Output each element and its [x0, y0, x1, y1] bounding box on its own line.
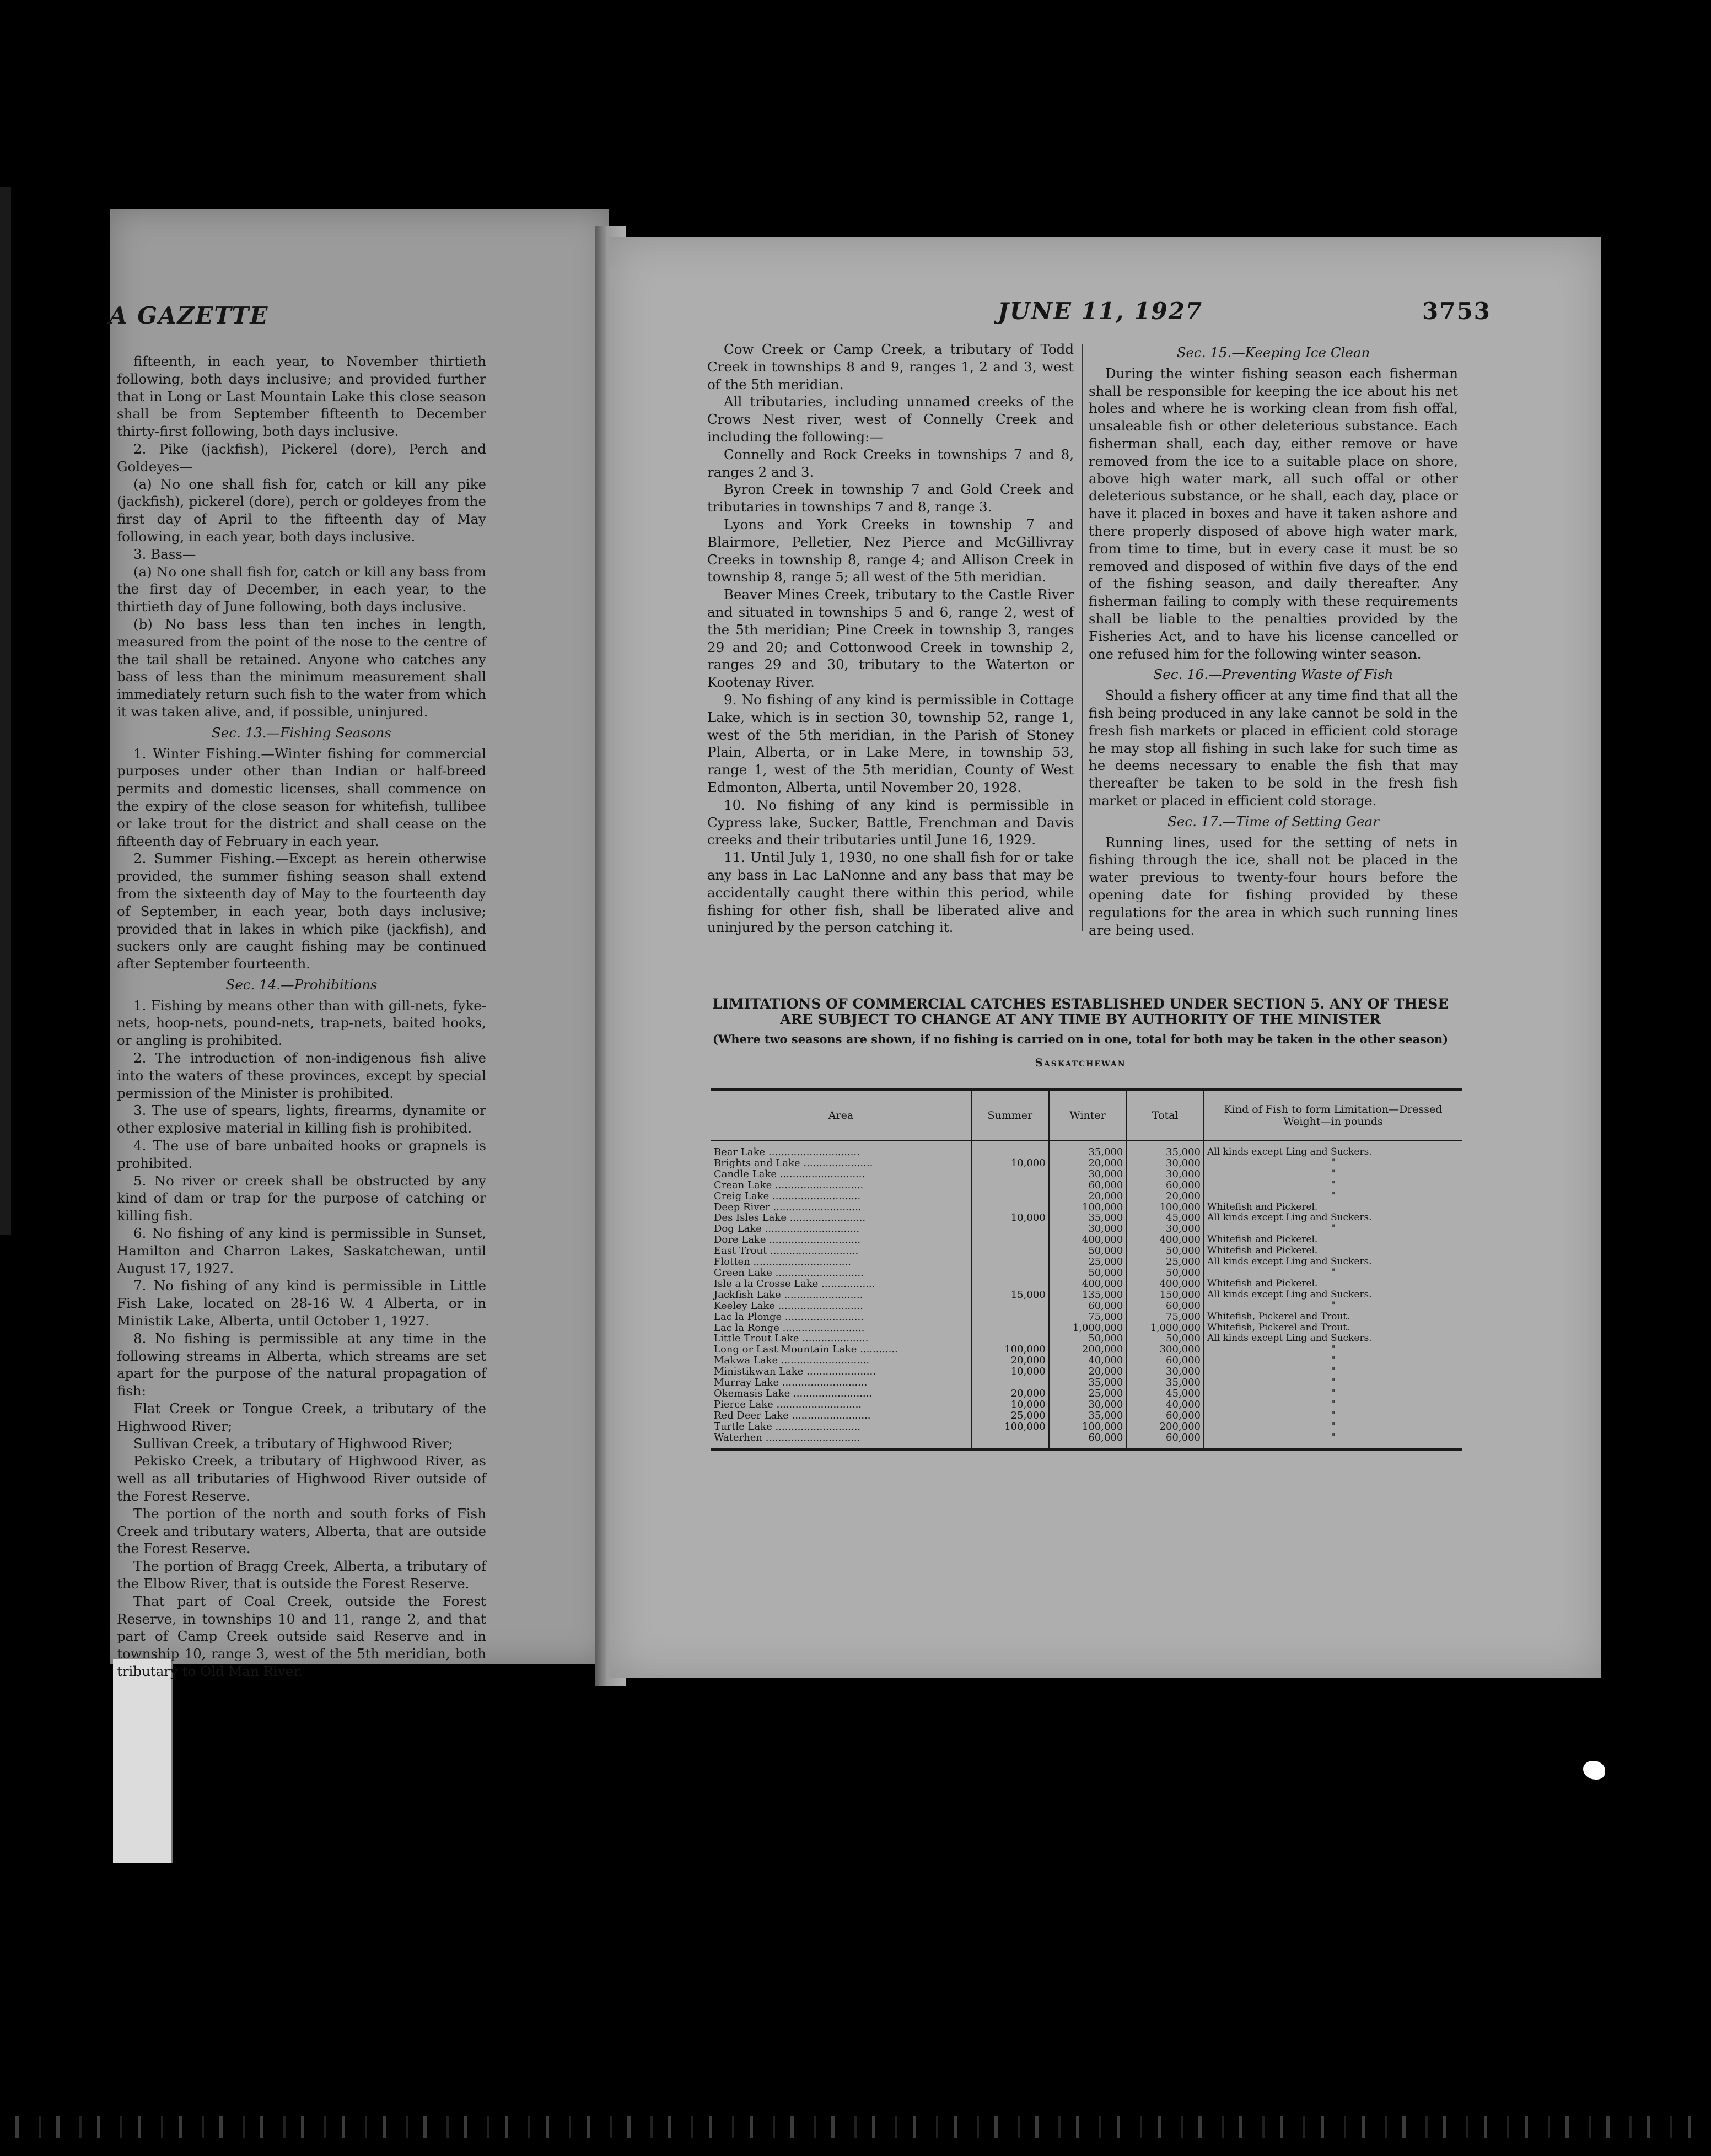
kind-cell: ": [1204, 1410, 1462, 1421]
left-page-header: A GAZETTE: [109, 302, 269, 329]
kind-cell: Whitefish and Pickerel.: [1204, 1235, 1462, 1246]
total-cell: 60,000: [1126, 1432, 1204, 1450]
total-cell: 400,000: [1126, 1235, 1204, 1246]
total-cell: 30,000: [1126, 1169, 1204, 1180]
total-cell: 200,000: [1126, 1421, 1204, 1432]
area-cell: Lac la Ronge ..........................: [714, 1322, 865, 1334]
table-row: [711, 1399, 1462, 1410]
total-cell: 50,000: [1126, 1246, 1204, 1257]
header-winter: Winter: [1049, 1090, 1127, 1141]
table-note: (Where two seasons are shown, if no fishing is carried on in one, total for both may be taken in the other season): [712, 1032, 1449, 1046]
total-cell: 40,000: [1126, 1399, 1204, 1410]
table-row: [711, 1355, 1462, 1366]
clause: (a) No one shall fish for, catch or kill any bass from the first day of December, in each year, to the thirtieth day of June following, both days inclusive.: [117, 563, 486, 615]
area-cell: Candle Lake ...........................: [714, 1168, 865, 1180]
area-cell: Lac la Plonge .........................: [714, 1311, 864, 1323]
summer-cell: [971, 1235, 1049, 1246]
paragraph: 1. Fishing by means other than with gill-nets, fyke-nets, hoop-nets, pound-nets, trap-nets, baited hooks, or angling is prohibited.: [117, 997, 486, 1049]
scan-bottom-edge: [0, 2116, 1711, 2138]
kind-cell: ": [1204, 1180, 1462, 1191]
summer-cell: [971, 1202, 1049, 1213]
total-cell: 25,000: [1126, 1257, 1204, 1268]
issue-date: JUNE 11, 1927: [998, 298, 1203, 325]
summer-cell: [971, 1333, 1049, 1344]
kind-cell: ": [1204, 1421, 1462, 1432]
paragraph: Flat Creek or Tongue Creek, a tributary of the Highwood River;: [117, 1400, 486, 1434]
summer-cell: [971, 1257, 1049, 1268]
area-cell: Dog Lake ..............................: [714, 1223, 860, 1235]
table-row: [711, 1290, 1462, 1301]
total-cell: 60,000: [1126, 1410, 1204, 1421]
winter-cell: 30,000: [1049, 1223, 1127, 1235]
total-cell: 300,000: [1126, 1344, 1204, 1355]
area-cell: Waterhen ..............................: [711, 1432, 971, 1450]
paragraph: 3. The use of spears, lights, firearms, dynamite or other explosive material in killing fish is prohibited.: [117, 1102, 486, 1136]
summer-cell: 20,000: [971, 1355, 1049, 1366]
table-row: [711, 1323, 1462, 1334]
right-page-column-2: [1089, 341, 1458, 939]
kind-cell: ": [1204, 1301, 1462, 1312]
total-cell: 45,000: [1126, 1388, 1204, 1399]
area-cell: Long or Last Mountain Lake ............: [714, 1344, 898, 1356]
winter-cell: 35,000: [1049, 1410, 1127, 1421]
table-row: [711, 1246, 1462, 1257]
area-cell: Keeley Lake ...........................: [714, 1300, 864, 1312]
table-row: [711, 1377, 1462, 1388]
summer-cell: [971, 1432, 1049, 1450]
summer-cell: [971, 1223, 1049, 1235]
table-row: [711, 1158, 1462, 1169]
total-cell: 30,000: [1126, 1366, 1204, 1377]
area-cell: Creig Lake ............................: [714, 1190, 861, 1202]
summer-cell: 100,000: [971, 1421, 1049, 1432]
table-row: [711, 1169, 1462, 1180]
paragraph: 11. Until July 1, 1930, no one shall fish for or take any bass in Lac LaNonne and any bass that may be accidentally caught there within this period, while fishing for other fish, shall be liberated alive and uninjured by the person catching it.: [707, 849, 1074, 936]
area-cell: Makwa Lake ............................: [714, 1355, 870, 1367]
table-row: [711, 1223, 1462, 1235]
area-cell: Pierce Lake ...........................: [714, 1399, 862, 1410]
table-title: LIMITATIONS OF COMMERCIAL CATCHES ESTABLISHED UNDER SECTION 5. ANY OF THESE ARE SUBJECT TO CHANGE AT ANY TIME BY AUTHORITY OF THE MINISTER: [712, 996, 1449, 1027]
kind-cell: ": [1204, 1388, 1462, 1399]
paragraph: Running lines, used for the setting of nets in fishing through the ice, shall not be placed in the water previous to twenty-four hours before the opening date for fishing provided by these regulations for the area in which such running lines are being used.: [1089, 834, 1458, 938]
table-row: [711, 1268, 1462, 1279]
paragraph: Sullivan Creek, a tributary of Highwood River;: [133, 1435, 453, 1452]
kind-cell: ": [1204, 1268, 1462, 1279]
winter-cell: 75,000: [1049, 1312, 1127, 1323]
winter-cell: 60,000: [1049, 1180, 1127, 1191]
winter-cell: 50,000: [1049, 1246, 1127, 1257]
table-row: [711, 1312, 1462, 1323]
section-heading: Sec. 16.—Preventing Waste of Fish: [1153, 666, 1393, 683]
winter-cell: 100,000: [1049, 1202, 1127, 1213]
left-page-column: [117, 353, 486, 1680]
winter-cell: 1,000,000: [1049, 1323, 1127, 1334]
total-cell: 45,000: [1126, 1212, 1204, 1223]
scan-artifact: [1583, 1761, 1605, 1780]
paragraph: 3. Bass—: [133, 546, 196, 562]
summer-cell: [971, 1169, 1049, 1180]
winter-cell: 35,000: [1049, 1212, 1127, 1223]
paragraph: The portion of Bragg Creek, Alberta, a tributary of the Elbow River, that is outside the Forest Reserve.: [117, 1558, 486, 1592]
table-row: [711, 1344, 1462, 1355]
paragraph: 1. Winter Fishing.—Winter fishing for commercial purposes under other than Indian or half-breed permits and domestic licenses, shall commence on the expiry of the close season for whitefish, tullibee or lake trout for the district and shall cease on the fifteenth day of February in each year.: [117, 745, 486, 849]
area-cell: Red Deer Lake .........................: [714, 1410, 871, 1421]
paper-tab: [113, 1659, 173, 1863]
paragraph: 2. Summer Fishing.—Except as herein otherwise provided, the summer fishing season shall extend from the sixteenth day of May to the fourteenth day of September, in each year, both days inclusive; provided that in lakes in which pike (jackfish), and suckers only are caught fishing may be continued after September fourteenth.: [117, 850, 486, 972]
winter-cell: 400,000: [1049, 1235, 1127, 1246]
winter-cell: 25,000: [1049, 1257, 1127, 1268]
summer-cell: [971, 1191, 1049, 1202]
kind-cell: All kinds except Ling and Suckers.: [1204, 1257, 1462, 1268]
paragraph: During the winter fishing season each fisherman shall be responsible for keeping the ice about his net holes and where he is working clean from fish offal, unsaleable fish or other deleterious substance. Each fisherman shall, each day, either remove or have removed from the ice to a suitable place on shore, above high water mark, all such offal or other deleterious substance, or he shall, each day, place or have it placed in boxes and have it taken ashore and there properly disposed of above high water mark, from time to time, but in every case it must be so removed and disposed of within five days of the end of the fishing season, and daily thereafter. Any fisherman failing to comply with these requirements shall be liable to the penalties provided by the Fisheries Act, and to have his license cancelled or one refused him for the following winter season.: [1089, 365, 1458, 662]
area-cell: Flotten ...............................: [714, 1257, 851, 1268]
table-row: [711, 1191, 1462, 1202]
summer-cell: [971, 1141, 1049, 1158]
paragraph: Pekisko Creek, a tributary of Highwood River, as well as all tributaries of Highwood River outside of the Forest Reserve.: [117, 1453, 486, 1504]
kind-cell: ": [1204, 1432, 1462, 1450]
area-cell: Brights and Lake ......................: [714, 1157, 873, 1169]
table-row: [711, 1235, 1462, 1246]
right-page-column-1: [707, 341, 1074, 936]
paragraph: Cow Creek or Camp Creek, a tributary of Todd Creek in townships 8 and 9, ranges 1, 2 and 3, west of the 5th meridian.: [707, 341, 1074, 392]
winter-cell: 35,000: [1049, 1377, 1127, 1388]
summer-cell: 10,000: [971, 1399, 1049, 1410]
paragraph: 2. The introduction of non-indigenous fish alive into the waters of these provinces, except by special permission of the Minister is prohibited.: [117, 1050, 486, 1101]
table-row: [711, 1279, 1462, 1290]
area-cell: Crean Lake ............................: [714, 1179, 864, 1191]
kind-cell: ": [1204, 1158, 1462, 1169]
winter-cell: 60,000: [1049, 1432, 1127, 1450]
winter-cell: 400,000: [1049, 1279, 1127, 1290]
area-cell: Little Trout Lake .....................: [714, 1333, 869, 1345]
winter-cell: 60,000: [1049, 1301, 1127, 1312]
summer-cell: [971, 1323, 1049, 1334]
kind-cell: ": [1204, 1355, 1462, 1366]
area-cell: Jackfish Lake .........................: [714, 1289, 863, 1301]
summer-cell: 25,000: [971, 1410, 1049, 1421]
table-row: [711, 1202, 1462, 1213]
paragraph: Beaver Mines Creek, tributary to the Castle River and situated in townships 5 and 6, range 2, west of the 5th meridian; Pine Creek in township 3, ranges 29 and 20; and Cottonwood Creek in township 2, ranges 29 and 30, tributary to the Waterton or Kootenay River.: [707, 586, 1074, 691]
paragraph: 6. No fishing of any kind is permissible in Sunset, Hamilton and Charron Lakes, Saskatchewan, until August 17, 1927.: [117, 1225, 486, 1276]
clause: (a) No one shall fish for, catch or kill any pike (jackfish), pickerel (dore), perch or goldeyes from the first day of April to the fifteenth day of May following, in each year, both days inclusive.: [117, 476, 486, 545]
area-cell: Turtle Lake ...........................: [714, 1421, 861, 1432]
winter-cell: 20,000: [1049, 1191, 1127, 1202]
table-row: [711, 1421, 1462, 1432]
kind-cell: ": [1204, 1191, 1462, 1202]
paragraph: 9. No fishing of any kind is permissible in Cottage Lake, which is in section 30, township 52, range 1, west of the 5th meridian, in the Parish of Stoney Plain, Alberta, or in Lake Mere, in township 53, range 1, west of the 5th meridian, County of West Edmonton, Alberta, until November 20, 1928.: [707, 691, 1074, 795]
table-row: [711, 1257, 1462, 1268]
total-cell: 400,000: [1126, 1279, 1204, 1290]
kind-cell: All kinds except Ling and Suckers.: [1204, 1141, 1462, 1158]
winter-cell: 35,000: [1049, 1141, 1127, 1158]
kind-cell: Whitefish and Pickerel.: [1204, 1279, 1462, 1290]
winter-cell: 25,000: [1049, 1388, 1127, 1399]
table-row: [711, 1141, 1462, 1158]
table-row: [711, 1333, 1462, 1344]
summer-cell: [971, 1246, 1049, 1257]
header-total: Total: [1126, 1090, 1204, 1141]
summer-cell: [971, 1312, 1049, 1323]
paragraph: Should a fishery officer at any time find that all the fish being produced in any lake cannot be sold in the fresh fish markets or placed in efficient cold storage he may stop all fishing in such lake for such time as he deems necessary to enable the fish that may thereafter be taken to be sold in the fresh fish market or placed in efficient cold storage.: [1089, 687, 1458, 808]
total-cell: 60,000: [1126, 1301, 1204, 1312]
area-cell: Green Lake ............................: [714, 1267, 864, 1279]
summer-cell: [971, 1180, 1049, 1191]
total-cell: 35,000: [1126, 1141, 1204, 1158]
kind-cell: All kinds except Ling and Suckers.: [1204, 1290, 1462, 1301]
winter-cell: 200,000: [1049, 1344, 1127, 1355]
table-row: [711, 1180, 1462, 1191]
summer-cell: [971, 1268, 1049, 1279]
table-header-row: [711, 1090, 1462, 1141]
area-cell: Okemasis Lake .........................: [714, 1388, 873, 1399]
summer-cell: 20,000: [971, 1388, 1049, 1399]
kind-cell: ": [1204, 1377, 1462, 1388]
total-cell: 50,000: [1126, 1333, 1204, 1344]
winter-cell: 30,000: [1049, 1169, 1127, 1180]
paragraph: All tributaries, including unnamed creeks of the Crows Nest river, west of Connelly Creek and including the following:—: [707, 394, 1074, 445]
total-cell: 60,000: [1126, 1355, 1204, 1366]
section-heading: Sec. 15.—Keeping Ice Clean: [1176, 344, 1370, 360]
kind-cell: ": [1204, 1344, 1462, 1355]
clause: (b) No bass less than ten inches in length, measured from the point of the nose to the centre of the tail shall be retained. Anyone who catches any bass of less than the minimum measurement shall immediately return such fish to the water from which it was taken alive, and, if possible, uninjured.: [117, 616, 486, 720]
column-rule: [1082, 344, 1083, 931]
winter-cell: 20,000: [1049, 1366, 1127, 1377]
paragraph: Connelly and Rock Creeks in townships 7 and 8, ranges 2 and 3.: [707, 446, 1074, 480]
summer-cell: 10,000: [971, 1158, 1049, 1169]
total-cell: 30,000: [1126, 1223, 1204, 1235]
total-cell: 75,000: [1126, 1312, 1204, 1323]
paragraph: Lyons and York Creeks in township 7 and Blairmore, Pelletier, Nez Pierce and McGillivray Creeks in township 8, range 4; and Allison Creek in township 8, range 5; all west of the 5th meridian.: [707, 516, 1074, 585]
total-cell: 30,000: [1126, 1158, 1204, 1169]
total-cell: 60,000: [1126, 1180, 1204, 1191]
summer-cell: 10,000: [971, 1366, 1049, 1377]
paragraph: 10. No fishing of any kind is permissible in Cypress lake, Sucker, Battle, Frenchman and Davis creeks and their tributaries until June 16, 1929.: [707, 796, 1074, 848]
kind-cell: Whitefish and Pickerel.: [1204, 1246, 1462, 1257]
section-heading: Sec. 17.—Time of Setting Gear: [1167, 813, 1379, 829]
paragraph: 5. No river or creek shall be obstructed by any kind of dam or trap for the purpose of catching or killing fish.: [117, 1172, 486, 1224]
header-area: Area: [711, 1090, 971, 1141]
area-cell: Dore Lake .............................: [714, 1235, 861, 1246]
kind-cell: Whitefish and Pickerel.: [1204, 1202, 1462, 1213]
kind-cell: ": [1204, 1223, 1462, 1235]
total-cell: 1,000,000: [1126, 1323, 1204, 1334]
kind-cell: ": [1204, 1366, 1462, 1377]
winter-cell: 40,000: [1049, 1355, 1127, 1366]
table-province: Saskatchewan: [1035, 1056, 1126, 1069]
table-row: [711, 1301, 1462, 1312]
winter-cell: 20,000: [1049, 1158, 1127, 1169]
winter-cell: 30,000: [1049, 1399, 1127, 1410]
kind-cell: All kinds except Ling and Suckers.: [1204, 1212, 1462, 1223]
area-cell: East Trout ............................: [714, 1246, 859, 1257]
area-cell: Deep River ............................: [714, 1201, 862, 1213]
area-cell: Bear Lake .............................: [714, 1146, 860, 1158]
section-heading: Sec. 14.—Prohibitions: [225, 976, 378, 993]
header-summer: Summer: [971, 1090, 1049, 1141]
summer-cell: 100,000: [971, 1344, 1049, 1355]
kind-cell: Whitefish, Pickerel and Trout.: [1204, 1312, 1462, 1323]
paragraph: 4. The use of bare unbaited hooks or grapnels is prohibited.: [117, 1138, 486, 1171]
paragraph: 7. No fishing of any kind is permissible in Little Fish Lake, located on 28-16 W. 4 Alberta, or in Ministik Lake, Alberta, until October 1, 1927.: [117, 1278, 486, 1329]
kind-cell: ": [1204, 1169, 1462, 1180]
header-kind: Kind of Fish to form Limitation—Dressed Weight—in pounds: [1204, 1090, 1462, 1141]
summer-cell: 10,000: [971, 1212, 1049, 1223]
summer-cell: [971, 1279, 1049, 1290]
table-row: [711, 1410, 1462, 1421]
kind-cell: ": [1204, 1399, 1462, 1410]
area-cell: Des Isles Lake ........................: [714, 1212, 866, 1224]
total-cell: 20,000: [1126, 1191, 1204, 1202]
kind-cell: Whitefish, Pickerel and Trout.: [1204, 1323, 1462, 1334]
paragraph: 8. No fishing is permissible at any time in the following streams in Alberta, which streams are set apart for the purpose of the natural propagation of fish:: [117, 1330, 486, 1399]
table-row: [711, 1366, 1462, 1377]
total-cell: 100,000: [1126, 1202, 1204, 1213]
total-cell: 50,000: [1126, 1268, 1204, 1279]
winter-cell: 50,000: [1049, 1333, 1127, 1344]
paragraph: fifteenth, in each year, to November thirtieth following, both days inclusive; and provided further that in Long or Last Mountain Lake this close season shall be from September fifteenth to December thirty-first following, both days inclusive.: [117, 353, 486, 440]
paragraph: Byron Creek in township 7 and Gold Creek and tributaries in townships 7 and 8, range 3.: [707, 481, 1074, 515]
paragraph: The portion of the north and south forks of Fish Creek and tributary waters, Alberta, that are outside the Forest Reserve.: [117, 1505, 486, 1557]
winter-cell: 135,000: [1049, 1290, 1127, 1301]
area-cell: Isle a la Crosse Lake .................: [714, 1278, 875, 1290]
area-cell: Murray Lake ...........................: [714, 1377, 868, 1388]
page-number: 3753: [1422, 298, 1491, 325]
table-row: [711, 1212, 1462, 1223]
total-cell: 150,000: [1126, 1290, 1204, 1301]
table-row: [711, 1432, 1462, 1450]
paragraph: 2. Pike (jackfish), Pickerel (dore), Perch and Goldeyes—: [117, 440, 486, 475]
section-heading: Sec. 13.—Fishing Seasons: [212, 724, 391, 741]
catch-limits-table: [711, 1088, 1462, 1451]
winter-cell: 50,000: [1049, 1268, 1127, 1279]
summer-cell: [971, 1377, 1049, 1388]
winter-cell: 100,000: [1049, 1421, 1127, 1432]
area-cell: Ministikwan Lake ......................: [714, 1366, 876, 1378]
summer-cell: 15,000: [971, 1290, 1049, 1301]
table-row: [711, 1388, 1462, 1399]
total-cell: 35,000: [1126, 1377, 1204, 1388]
paragraph: That part of Coal Creek, outside the Forest Reserve, in townships 10 and 11, range 2, and that part of Camp Creek outside said Reserve and in township 10, range 3, west of the 5th meridian, both tributary to Old Man River.: [117, 1593, 486, 1679]
film-strip-edge: [0, 187, 11, 1235]
summer-cell: [971, 1301, 1049, 1312]
kind-cell: All kinds except Ling and Suckers.: [1204, 1333, 1462, 1344]
